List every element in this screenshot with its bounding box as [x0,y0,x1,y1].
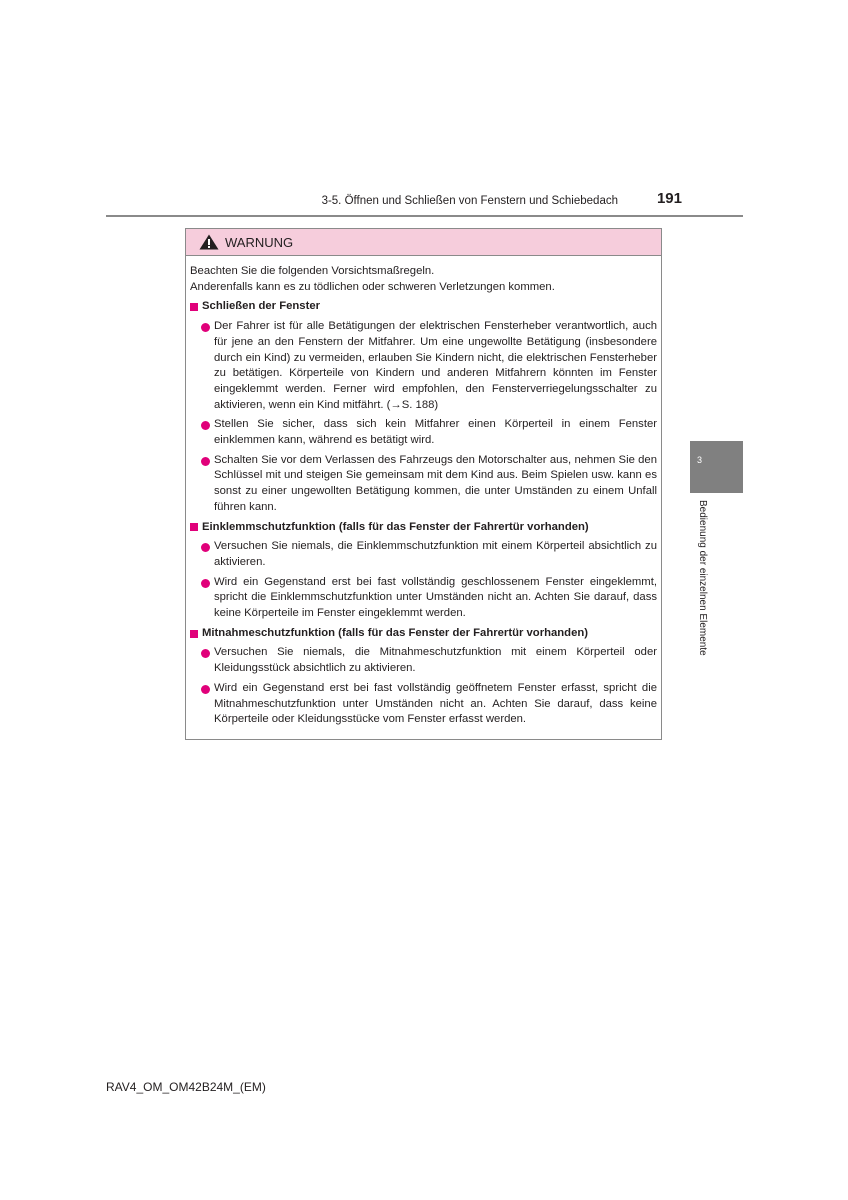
section-heading-text: Mitnahmeschutzfunktion (falls für das Fenster der Fahrertür vorhanden) [202,626,589,639]
list-item-text: Stellen Sie sicher, dass sich kein Mitfahrer einen Körperteil in einem Fenster einklemmen kann, während es betätigt wird. [214,418,657,447]
square-bullet-icon [190,523,198,531]
section-title: 3-5. Öffnen und Schließen von Fenstern und Schiebedach [321,195,618,207]
intro-line: Anderenfalls kann es zu tödlichen oder schweren Verletzungen kommen. [190,280,555,293]
bullet-dot-icon [201,323,210,332]
warning-header [186,229,661,256]
list-item-text: Der Fahrer ist für alle Betätigungen der elektrischen Fensterheber verantwortlich, auch für jene an den Fenstern der Mitfahrer. Um eine ungewollte Betätigung (insbesondere durch ein Kind) zu vermeiden, erlauben Sie Kindern nicht, die elektrischen Fensterheber zu betätigen. Körperteile von Kindern und anderen Mitfahrern könnten im Fenster eingeklemmt werden. Ferner wird empfohlen, den Fensterverriegelungsschalter zu aktivieren, wenn ein Kind mitfährt. (→S. 188) [214,320,657,411]
bullet-dot-icon [201,579,210,588]
list-item [190,319,657,413]
list-item [190,681,657,728]
chapter-label: Bedienung der einzelnen Elemente [697,500,708,656]
warning-box [185,228,662,740]
chapter-number: 3 [697,455,703,465]
document-code: RAV4_OM_OM42B24M_(EM) [106,1080,266,1094]
section-heading-text: Einklemmschutzfunktion (falls für das Fenster der Fahrertür vorhanden) [202,520,589,533]
list-item-text: Wird ein Gegenstand erst bei fast vollständig geschlossenem Fenster eingeklemmt, spricht die Einklemmschutzfunktion unter Umständen nicht an. Achten Sie darauf, dass keine Körperteile im Fenster eingeklemmt werden. [214,575,657,620]
square-bullet-icon [190,303,198,311]
bullet-list [190,319,657,515]
header-divider [106,215,743,217]
list-item-text: Versuchen Sie niemals, die Mitnahmeschutzfunktion mit einem Körperteil oder Kleidungsstück absichtlich zu aktivieren. [214,646,657,675]
intro-line: Beachten Sie die folgenden Vorsichtsmaßregeln. [190,265,435,277]
list-item-text: Wird ein Gegenstand erst bei fast vollständig geöffnetem Fenster erfasst, spricht die Mitnahmeschutzfunktion unter Umständen nicht an. Achten Sie darauf, dass keine Körperteile oder Kleidungsstücke vom Fenster erfasst werden. [214,681,657,726]
list-item [190,575,657,622]
bullet-dot-icon [201,649,210,658]
bullet-dot-icon [201,543,210,552]
section-heading-catch-protection [190,626,657,642]
list-item [190,539,657,570]
section-heading-jam-protection [190,520,657,536]
bullet-dot-icon [201,421,210,430]
list-item [190,645,657,676]
warning-triangle-icon [199,234,219,250]
section-heading-text: Schließen der Fenster [202,300,321,313]
bullet-dot-icon [201,457,210,466]
section-heading-closing-windows [190,299,657,315]
square-bullet-icon [190,630,198,638]
list-item [190,417,657,448]
list-item-text: Schalten Sie vor dem Verlassen des Fahrzeugs den Motorschalter aus, nehmen Sie den Schlüssel mit und steigen Sie gemeinsam mit dem Kind aus. Beim Spielen usw. kann es sonst zu einer ungewollten Betätigung kommen, die unter Umständen zu einem Unfall führen kann. [214,453,657,513]
chapter-tab[interactable] [690,441,743,493]
bullet-dot-icon [201,685,210,694]
warning-body [186,256,661,728]
page-number: 191 [656,190,682,207]
bullet-list [190,645,657,728]
list-item-text: Versuchen Sie niemals, die Einklemmschutzfunktion mit einem Körperteil absichtlich zu aktivieren. [214,540,657,568]
bullet-list [190,539,657,622]
list-item [190,453,657,516]
warning-title: WARNUNG [225,234,294,250]
